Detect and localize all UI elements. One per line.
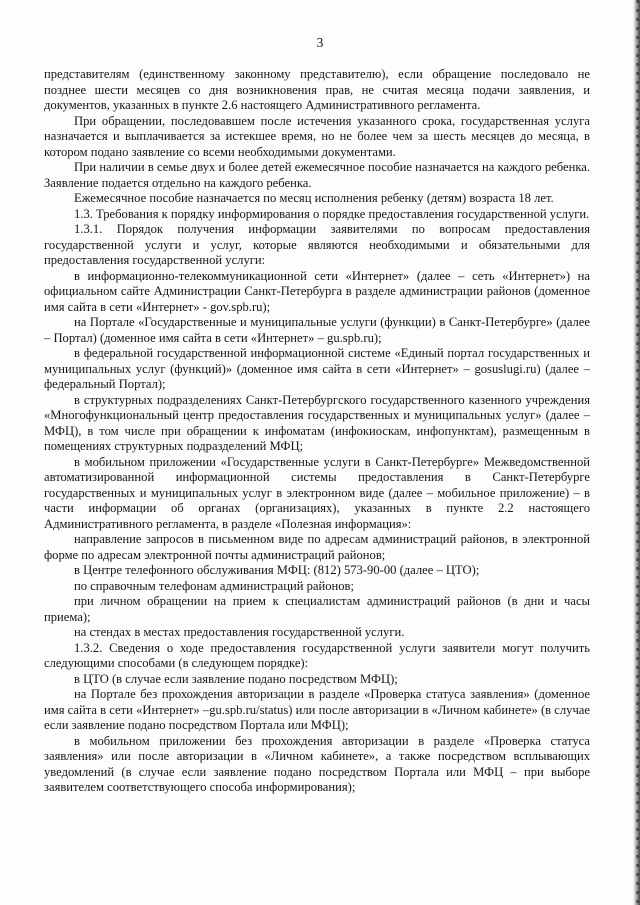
paragraph: 1.3.1. Порядок получения информации заявителями по вопросам предоставления государственной услуги и услуг, которые являются необходимыми и обязательными для предоставления государственной услуги: bbox=[44, 222, 590, 267]
list-item: на стендах в местах предоставления государственной услуги. bbox=[74, 625, 405, 639]
list-item: направление запросов в письменном виде по адресам администраций районов, в электронной форме по адресам электронной почты администраций районов; bbox=[44, 532, 590, 562]
page-number: 3 bbox=[316, 35, 324, 50]
list-item: в мобильном приложении без прохождения авторизации в разделе «Проверка статуса заявления» или после авторизации в «Личном кабинете», а также посредством всплывающих уведомлений (в случае если заявление подано посредством Портала или МФЦ – при выборе заявителем соответствующего способа информирования); bbox=[44, 733, 590, 794]
list-item: в федеральной государственной информационной системе «Единый портал государственных и муниципальных услуг (функций)» (доменное имя сайта в сети «Интернет» – gosuslugi.ru) (далее – федеральный Портал); bbox=[44, 346, 590, 391]
list-item: в мобильном приложении «Государственные услуги в Санкт-Петербурге» Межведомственной автоматизированной информационной системы предоставления в Санкт-Петербурге государственных и муниципальных услуг в электронном виде (далее – мобильное приложение) – в части информации об органах (организациях), указанных в пункте 2.2 настоящего Административного регламента, в разделе «Полезная информация»: bbox=[44, 454, 590, 531]
list-item: в ЦТО (в случае если заявление подано посредством МФЦ); bbox=[74, 671, 398, 686]
list-item: по справочным телефонам администраций районов; bbox=[74, 578, 355, 593]
document-body bbox=[44, 67, 590, 796]
list-item: при личном обращении на прием к специалистам администраций районов (в дни и часы приема); bbox=[44, 594, 590, 624]
paragraph: При обращении, последовавшем после истечения указанного срока, государственная услуга назначается и выплачивается за истекшее время, но не более чем за шесть месяцев до месяца, в котором подано заявление со всеми необходимыми документами. bbox=[44, 113, 590, 159]
paragraph: 1.3.2. Сведения о ходе предоставления государственной услуги заявители могут получить следующими способами (в следующем порядке): bbox=[44, 640, 590, 670]
paragraph: При наличии в семье двух и более детей ежемесячное пособие назначается на каждого ребенка. Заявление подается отдельно на каждого ребенка. bbox=[44, 160, 590, 190]
list-item: в структурных подразделениях Санкт-Петербургского государственного казенного учреждения «Многофункциональный центр предоставления государственных и муниципальных услуг» (далее – МФЦ), в том числе при обращении к инфоматам (инфокиоскам, инфопунктам), размещенным в помещениях структурных подразделений МФЦ; bbox=[44, 392, 590, 453]
section-heading: 1.3. Требования к порядку информирования о порядке предоставления государственной услуги. bbox=[74, 206, 590, 221]
scan-edge-noise bbox=[636, 0, 639, 905]
list-item: в Центре телефонного обслуживания МФЦ: (812) 573-90-00 (далее – ЦТО); bbox=[74, 563, 480, 577]
list-item: на Портале «Государственные и муниципальные услуги (функции) в Санкт-Петербурге» (далее – Портал) (доменное имя сайта в сети «Интернет» – gu.spb.ru); bbox=[44, 315, 590, 345]
list-item: в информационно-телекоммуникационной сети «Интернет» (далее – сеть «Интернет») на официальном сайте Администрации Санкт-Петербурга в разделе администрации районов (доменное имя сайта в сети «Интернет» - gov.spb.ru); bbox=[44, 268, 590, 314]
list-item: на Портале без прохождения авторизации в разделе «Проверка статуса заявления» (доменное имя сайта в сети «Интернет» –gu.spb.ru/status) или после авторизации в «Личном кабинете» (в случае если заявление подано посредством Портала или МФЦ); bbox=[44, 687, 590, 732]
paragraph: представителям (единственному законному представителю), если обращение последовало не позднее шести месяцев со дня возникновения прав, не считая месяца подачи заявления, и документов, указанных в пункте 2.6 настоящего Административного регламента. bbox=[44, 67, 590, 112]
paragraph: Ежемесячное пособие назначается по месяц исполнения ребенку (детям) возраста 18 лет. bbox=[74, 191, 554, 205]
